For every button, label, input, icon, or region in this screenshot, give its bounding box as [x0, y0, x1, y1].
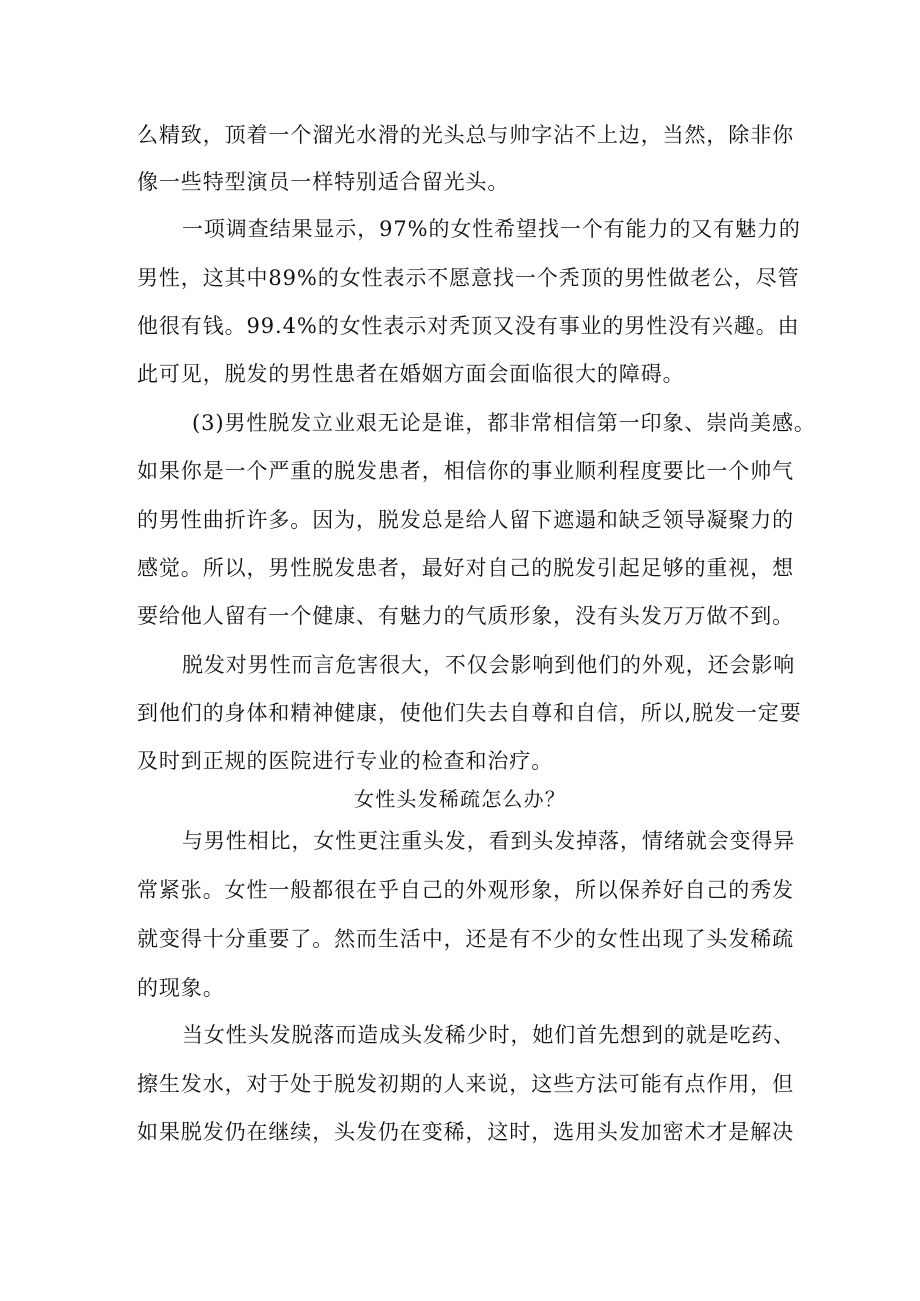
paragraph-line: 当女性头发脱落而造成头发稀少时，她们首先想到的就是吃药、 [182, 1023, 796, 1047]
section-heading: 女性头发稀疏怎么办？ [354, 787, 566, 811]
paragraph-line: 及时到正规的医院进行专业的检查和治疗。 [137, 749, 554, 773]
paragraph-line: 与男性相比，女性更注重头发，看到头发掉落，情绪就会变得异 [182, 829, 796, 853]
paragraph-line: 他很有钱。99.4%的女性表示对秃顶又没有事业的男性没有兴趣。由 [137, 314, 800, 338]
paragraph-line: 的男性曲折许多。因为，脱发总是给人留下遮遢和缺乏领导凝聚力的 [137, 508, 794, 532]
paragraph-line: 擦生发水，对于处于脱发初期的人来说，这些方法可能有点作用，但 [137, 1072, 794, 1096]
paragraph-line: 到他们的身体和精神健康，使他们失去自尊和自信，所以,脱发一定要 [137, 701, 802, 725]
paragraph-line: 如果脱发仍在继续，头发仍在变稀，这时，选用头发加密术才是解决 [137, 1120, 794, 1144]
paragraph-line: 么精致，顶着一个溜光水滑的光头总与帅字沾不上边，当然，除非你 [137, 123, 794, 147]
paragraph-line: 一项调查结果显示，97%的女性希望找一个有能力的又有魅力的 [182, 217, 801, 241]
paragraph-line: (3)男性脱发立业艰无论是谁，都非常相信第一印象、崇尚美感。 [192, 411, 816, 435]
paragraph-line: 男性，这其中89%的女性表示不愿意找一个秃顶的男性做老公，尽管 [137, 266, 800, 290]
paragraph-line: 要给他人留有一个健康、有魅力的气质形象，没有头发万万做不到。 [137, 604, 794, 628]
paragraph-line: 脱发对男性而言危害很大，不仅会影响到他们的外观，还会影响 [182, 653, 796, 677]
paragraph-line: 就变得十分重要了。然而生活中，还是有不少的女性出现了头发稀疏 [137, 927, 794, 951]
paragraph-line: 像一些特型演员一样特别适合留光头。 [137, 170, 510, 194]
paragraph-line: 此可见，脱发的男性患者在婚姻方面会面临很大的障碍。 [137, 362, 685, 386]
paragraph-line: 常紧张。女性一般都很在乎自己的外观形象，所以保养好自己的秀发 [137, 878, 794, 902]
paragraph-line: 感觉。所以，男性脱发患者，最好对自己的脱发引起足够的重视，想 [137, 556, 794, 580]
paragraph-line: 的现象。 [137, 976, 225, 1000]
paragraph-line: 如果你是一个严重的脱发患者，相信你的事业顺利程度要比一个帅气 [137, 459, 794, 483]
